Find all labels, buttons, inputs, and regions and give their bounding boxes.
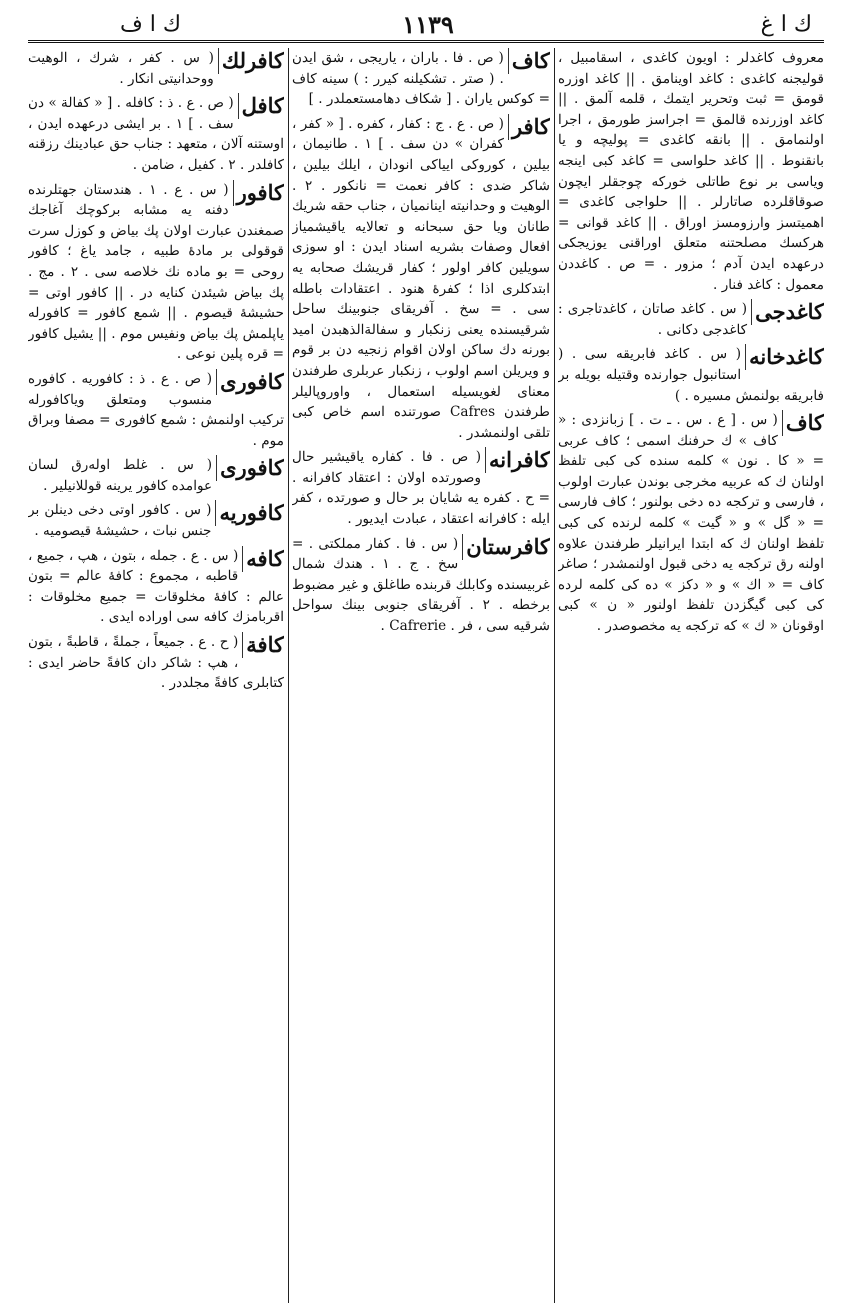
header-right-letters: ك ا غ [760,12,812,37]
entry-body: ( ص . فا . باران ، ياريجى ، شق ايدن . ( صتر . تشكيلنه كيرر : ) سينه كاف = كوكس ياران . [ شكاف دهامستعملدر . ] [292,50,550,108]
dictionary-entry [292,447,550,529]
column-right [558,48,824,1303]
entry-headword: كافرانه [485,447,550,473]
entry-headword: كاغدخانه [745,344,824,370]
entry-body: ( س . [ ع . س . ـ ت . ] زبانزدى : « كاف » ك حرفنك اسمى ؛ كاف عربى = « كا . نون » كلمه سنده كى كبى تلفظ اولنان ك كه عربيه مخرجى بوندن عبارت اولوب ، فارسى و تركجه ده دخى بولنور ؛ كاف فارسى = « گل » و « گيت » كلمه لرنده كى كبى تلفظ اولنان ك كه ابتدا ايرانيلر طرفندن علاوه اولنه رق تركجه يه دخى قبول اولنمشدر ؛ صاغر كاف = « اك » و « دكز » ده كى كلمه لرده كى كبى گيگزدن تلفظ اولنور « ن » كبى اوقونان « ك » كه تركجه يه مخصوصدر . [558,412,824,635]
dictionary-entry [28,632,284,694]
column-divider [288,48,289,1303]
entry-headword: كافة [242,632,284,658]
entry-headword: كاف [508,48,550,74]
header-left-letters: ك ا ف [120,12,182,37]
entry-headword: كافر [508,114,550,140]
entry-headword: كافورى [216,369,284,395]
dictionary-entry [28,48,284,89]
entry-body: ( س . كاغد فابريقه سى . ( استانبول جوارنده وقتيله بويله بر فابريقه بولنمش مسيره . ) [558,346,824,404]
dictionary-entry [28,500,284,541]
dictionary-entry [28,369,284,451]
page-number: ١١٣٩ [402,10,454,39]
dictionary-entry [558,48,824,295]
page-header [28,8,828,40]
entry-headword: كاف [782,410,824,436]
entry-body: ( س . كاغد صاتان ، كاغدتاجرى : كاغدجى دكانى . [558,301,748,338]
entry-body: ( ص . فا . كفاره ياقيشير حال وصورتده اولان : اعتقاد كافرانه . = ح . كفره يه شايان بر حال و صورتده ، كفر ايله : كافرانه اعتقاد ، عبادت ايديور . [292,449,550,528]
dictionary-entry [292,48,550,110]
dictionary-entry [28,180,284,365]
entry-body: ( ح . ع . جميعاً ، جملةً ، قاطبةً ، بتون ، هپ : شاكر دان كافةً حاضر ايدى : كتابلرى كافةً مجلددر . [28,634,284,692]
dictionary-entry [28,546,284,628]
column-left [28,48,284,1303]
dictionary-entry [28,93,284,175]
dictionary-entry [28,455,284,496]
column-middle [292,48,550,1303]
entry-headword: كافورى [216,455,284,481]
entry-headword: كافرستان [462,534,550,560]
entry-body: ( س . ع . جمله ، بتون ، هپ ، جميع ، قاطبه ، مجموع : كافهٔ عالم = بتون عالم : كافهٔ مخلوقات = جميع مخلوقات : اقربامزك كافه سى اورادە ايدى . [28,547,284,626]
entry-headword: كافور [233,180,284,206]
dictionary-entry [292,534,550,637]
entry-body: ( س . ع . ١ . هندستان جهتلرنده دفنه يه مشابه بركوچك آغاجك صمغندن عبارت اولان پك بياض و كوزل سرت قوقولى بر مادهٔ طبيه ، جامد ياغ ؛ كافور روحى = بو ماده نك خلاصه سى . ٢ . مج . پك بياض شيئدن كنايه در . || كافور اوتى = حشيشهٔ قيصوم . || شمع كافور = كافورله ياپلمش پك بياض ونفيس موم . || يشيل كافور = قره پلين نوعى . [28,181,284,363]
entry-body: ( س . غلط اولەرق لسان عوامده كافور يرينه قوللانيلير . [28,457,213,494]
entry-headword: كافه [242,546,284,572]
entry-body: ( س . كفر ، شرك ، الوهيت ووحدانيتى انكار . [28,50,214,87]
header-rule [28,40,824,43]
entry-body: ( س . كافور اوتى دخى دينلن بر جنس نبات ، حشيشهٔ قيصوميه . [28,502,212,540]
entry-body: ( ص . ع . ج : كفار ، كفره . [ « كفر ، كفران » دن سف . ] ١ . طانيمان ، بيلين ، كوروكى ايياكى انودان ، ايلك بيلين ، شاكر ضدى : كافر نعمت = نانكور . ٢ . الوهيت و وحدانيته اينانميان ، جناب حقه شريك طانان ويا حق سبحانه و تعالايه ياقيشمياز افعال وصفات بشريه اسناد ايدن : او سوزى سويلين كافر اولور ؛ كفار قريشك صحابه يه ابتدكلرى اذا ؛ كفرهٔ هنود . اعتقادات باطله سى . = سخ . آفريقاى جنوبينك ساحل شرقيسنده يعنى زنكبار و سفالةالذهبدن اميد بورنه دك ساكن اولان اقوام زنجيه دن بر قوم و ويريلن اسم اولوب ، زنكبار عربلرى طرفندن معناى لغويسيله استعمال ، واوروپاليلر طرفندن Cafres صورتنده اسم خاص كبى تلقى اولنمشدر . [292,115,550,441]
entry-body: ( ص . ع . ذ : كافله . [ « كفالة » دن سف . ] ١ . بر ايشى درعهده ايدن ، اوستنه آلان ، متعهد : جناب حق عبادينك رزقنه كافلدر . ٢ . كفيل ، ضامن . [28,95,284,173]
entry-body: معروف كاغدلر : اويون كاغدى ، اسقامبيل ، قوليجنه كاغدى : كاغد اوينامق . || كاغد اوزره قومق = ثبت وتحرير ايتمك ، قلمه آلمق . || كاغد اوزرنده قالمق = اجراسز طورمق ، اجرا اولنمامق . || بانقه كاغدى = پوليچه و يا بانقنوط . || كاغد حلواسى = كاغد كبى اينجه وياسى بر نوع طاتلى خوركه چوجقلر ايچون صوقاقلرده صاتارلر . || حلواجى كاغدى = اهميتسز وارزومسز اوراق . || كاغد قوانى = هركسك مصلحتنه متعلق اوراقنى يوزيجكى درعهده ايدن آدم ؛ مزور . = ص . كاغددن معمول : كاغد فنار . [558,50,824,293]
entry-body: ( س . فا . كفار مملكتى . = سخ . ج . ١ . هندك شمال غربيسنده وكابلك قربنده طاغلق و غير مضبوط برخطه . ٢ . آفريقاى جنوبى بينك سواحل شرقيه سى ، فر . Cafrerie . [292,535,550,635]
entry-headword: كافرلك [218,48,284,74]
dictionary-entry [292,114,550,444]
entry-headword: كافل [238,93,284,119]
column-divider [554,48,555,1303]
dictionary-entry [558,299,824,340]
entry-headword: كاغدجى [751,299,824,325]
entry-body: ( ص . ع . ذ : كافوريه . كافوره منسوب ومتعلق وياكافورله تركيب اولنمش : شمع كافورى = مصفا وبراق موم . [28,370,284,449]
dictionary-entry [558,344,824,406]
dictionary-entry [558,410,824,637]
entry-headword: كافوريه [215,500,284,526]
